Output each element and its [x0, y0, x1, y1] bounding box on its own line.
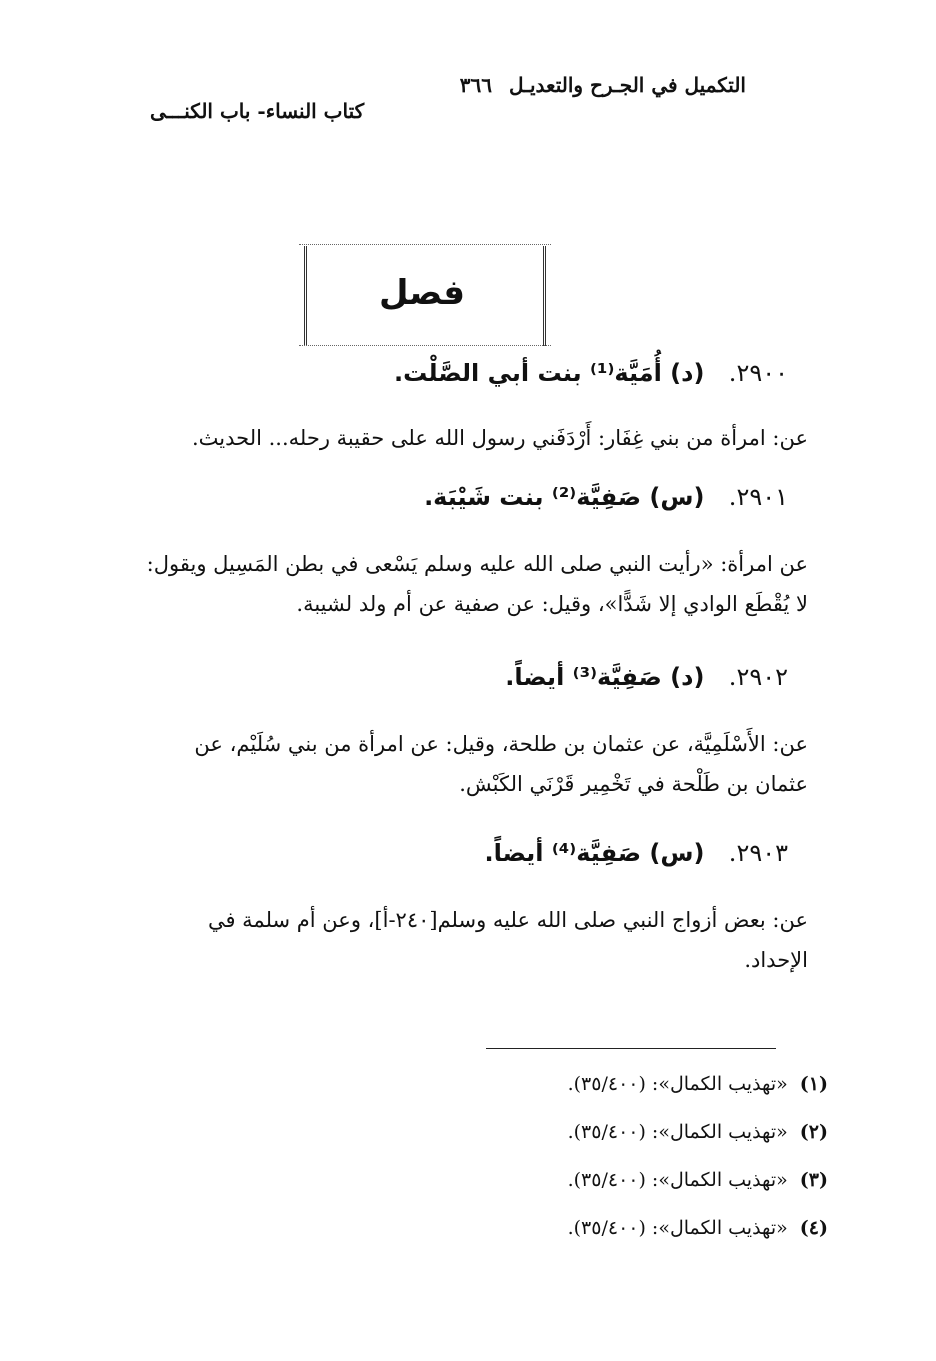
footnote-separator	[486, 1048, 776, 1049]
footnote-marker: (١)	[799, 1073, 828, 1095]
entry-body	[108, 420, 808, 456]
entry-body	[88, 902, 808, 978]
footnote	[428, 1204, 828, 1252]
entry-number: ٢٩٠٠.	[728, 359, 788, 387]
footnote	[428, 1108, 828, 1156]
entry-number: ٢٩٠١.	[728, 483, 788, 511]
footnote-marker: (٢)	[799, 1121, 828, 1143]
footnote-text: «تهذيب الكمال»: (٣٥/٤٠٠).	[567, 1217, 788, 1239]
entry-heading	[88, 480, 788, 514]
page-number: ٣٦٦	[459, 73, 492, 97]
entry-title: (س) صَفِيَّة⁽²⁾ بنت شَيْبَة.	[424, 483, 705, 511]
body-line: عن: الأَسْلَمِيَّة، عن عثمان بن طلحة، وقيل: عن امرأة من بني سُلَيْم، عن	[194, 732, 808, 756]
body-line: الإحداد.	[744, 948, 808, 972]
body-line: عن: امرأة من بني غِفَار: أَرْدَفَني رسول الله على حقيبة رحله... الحديث.	[192, 426, 808, 450]
book-title: التكميل في الجـرح والتعديـل	[508, 73, 746, 97]
entry-body	[78, 546, 808, 622]
footnotes	[428, 1060, 828, 1252]
footnote-text: «تهذيب الكمال»: (٣٥/٤٠٠).	[567, 1121, 788, 1143]
footnote	[428, 1060, 828, 1108]
entry-heading	[88, 836, 788, 870]
footnote-marker: (٣)	[799, 1169, 828, 1191]
entry-body	[78, 726, 808, 802]
footnote-text: «تهذيب الكمال»: (٣٥/٤٠٠).	[567, 1169, 788, 1191]
footnote	[428, 1156, 828, 1204]
entry-number: ٢٩٠٢.	[728, 663, 788, 691]
body-line: لا يُقْطَع الوادي إلا شَدًّا»، وقيل: عن صفية عن أم ولد لشيبة.	[296, 592, 808, 616]
body-line: عن امرأة: «رأيت النبي صلى الله عليه وسلم يَسْعى في بطن المَسِيل ويقول:	[146, 552, 808, 576]
section-title: فصل	[378, 273, 466, 313]
entry-heading	[88, 356, 788, 390]
entry-title: (س) صَفِيَّة⁽⁴⁾ أيضاً.	[484, 839, 705, 867]
entry-title: (د) صَفِيَّة⁽³⁾ أيضاً.	[505, 663, 705, 691]
section-header	[150, 98, 510, 124]
body-line: عن: بعض أزواج النبي صلى الله عليه وسلم[٢٤٠-أ]، وعن أم سلمة في	[207, 908, 808, 932]
entry-heading	[88, 660, 788, 694]
chapter-name: كتاب النساء- باب الكنـــى	[150, 99, 365, 123]
footnote-marker: (٤)	[799, 1217, 828, 1239]
running-header	[146, 72, 746, 98]
body-line: عثمان بن طَلْحة في تَخْمِير قَرْنَي الكَبْش.	[459, 772, 808, 796]
footnote-text: «تهذيب الكمال»: (٣٥/٤٠٠).	[567, 1073, 788, 1095]
entry-number: ٢٩٠٣.	[728, 839, 788, 867]
entry-title: (د) أُمَيَّة⁽¹⁾ بنت أبي الصَّلْت.	[394, 359, 705, 387]
